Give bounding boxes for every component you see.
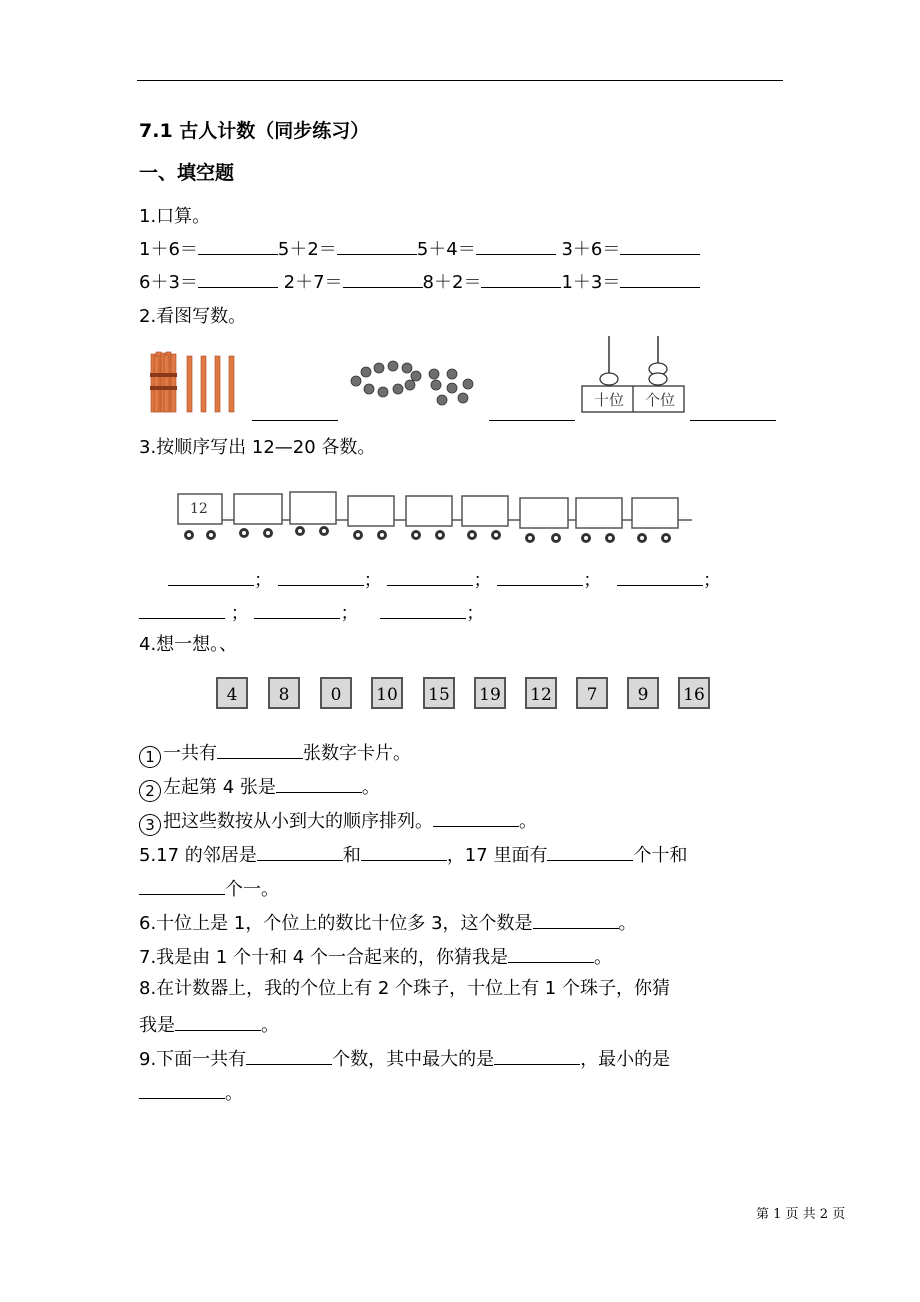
separator: ； (473, 570, 492, 591)
q4-title: 4.想一想。、 (139, 634, 238, 655)
number-card: 15 (423, 677, 455, 709)
number-card: 7 (576, 677, 608, 709)
q9-line1 (139, 1046, 670, 1071)
q2-title: 2.看图写数。 (139, 306, 247, 327)
q5-text: 个一。 (225, 879, 279, 900)
separator: ； (230, 603, 249, 624)
answer-blank[interactable] (254, 600, 340, 619)
answer-blank[interactable] (246, 1046, 332, 1065)
q3-row2 (139, 600, 484, 625)
q4-sub2-suffix: 。 (361, 777, 380, 798)
q9-text: 。 (225, 1083, 243, 1104)
q4-sub1-text: 一共有 (163, 743, 217, 764)
abacus-ones-label: 个位 (644, 391, 675, 409)
q7-line (139, 944, 612, 969)
q1-expr: 3＋6＝ (561, 239, 621, 260)
separator: ； (583, 570, 602, 591)
circled-number: 1 (139, 746, 161, 768)
answer-blank[interactable] (620, 236, 700, 255)
answer-blank[interactable] (494, 1046, 580, 1065)
first-car-number: 12 (190, 501, 208, 517)
q2-blank-2[interactable] (489, 402, 575, 421)
answer-blank[interactable] (343, 269, 423, 288)
q5-line1 (139, 842, 687, 867)
section-title: 一、填空题 (139, 162, 235, 184)
dots-figure (348, 360, 478, 410)
number-card: 19 (474, 677, 506, 709)
q1-expr: 5＋2＝ (277, 239, 337, 260)
answer-blank[interactable] (533, 910, 619, 929)
q5-text: ，17 里面有 (446, 845, 548, 866)
separator: ； (363, 570, 382, 591)
q1-row2 (139, 269, 700, 294)
answer-blank[interactable] (175, 1012, 261, 1031)
answer-blank[interactable] (361, 842, 447, 861)
worksheet-title: 7.1 古人计数（同步练习） (139, 120, 370, 142)
answer-blank[interactable] (139, 876, 225, 895)
q4-sub1-suffix: 张数字卡片。 (303, 743, 411, 764)
answer-blank[interactable] (380, 600, 466, 619)
circled-number: 3 (139, 814, 161, 836)
q8-line2 (139, 1012, 279, 1037)
q4-sub2 (139, 774, 380, 802)
answer-blank[interactable] (257, 842, 343, 861)
q7-text: 7.我是由 1 个十和 4 个一合起来的，你猜我是 (139, 947, 508, 968)
number-card: 4 (216, 677, 248, 709)
answer-blank[interactable] (217, 740, 303, 759)
q5-text: 和 (342, 845, 361, 866)
q8-text: 。 (261, 1015, 279, 1036)
q4-sub3 (139, 808, 537, 836)
answer-blank[interactable] (337, 236, 417, 255)
q2-blank-3[interactable] (690, 402, 776, 421)
q9-text: 个数，其中最大的是 (332, 1049, 495, 1070)
circled-number: 2 (139, 780, 161, 802)
answer-blank[interactable] (617, 567, 703, 586)
q6-text: 6.十位上是 1，个位上的数比十位多 3，这个数是 (139, 913, 533, 934)
q7-text: 。 (593, 947, 612, 968)
q5-text: 个十和 (633, 845, 688, 866)
answer-blank[interactable] (278, 567, 364, 586)
number-card: 10 (371, 677, 403, 709)
header-rule (137, 80, 783, 81)
q9-text: ，最小的是 (580, 1049, 671, 1070)
q1-title: 1.口算。 (139, 206, 211, 227)
number-card: 8 (268, 677, 300, 709)
q5-text: 5.17 的邻居是 (139, 845, 257, 866)
answer-blank[interactable] (198, 236, 278, 255)
q1-row1 (139, 236, 700, 261)
q1-expr: 2＋7＝ (283, 272, 343, 293)
answer-blank[interactable] (433, 808, 519, 827)
q8-text: 8.在计数器上，我的个位上有 2 个珠子，十位上有 1 个珠子，你猜 (139, 978, 670, 999)
q6-line (139, 910, 637, 935)
q4-sub3-suffix: 。 (519, 811, 537, 832)
answer-blank[interactable] (139, 600, 225, 619)
answer-blank[interactable] (168, 567, 254, 586)
q2-blank-1[interactable] (252, 402, 338, 421)
separator: ； (466, 603, 485, 624)
q1-expr: 1＋3＝ (561, 272, 621, 293)
answer-blank[interactable] (508, 944, 594, 963)
answer-blank[interactable] (476, 236, 556, 255)
q8-line1 (139, 978, 670, 1000)
q5-line2 (139, 876, 279, 901)
answer-blank[interactable] (497, 567, 583, 586)
q1-expr: 6＋3＝ (139, 272, 198, 293)
number-card: 12 (525, 677, 557, 709)
separator: ； (340, 603, 359, 624)
q1-expr: 1＋6＝ (139, 239, 198, 260)
page-footer: 第 1 页 共 2 页 (756, 1207, 846, 1222)
q1-expr: 8＋2＝ (422, 272, 482, 293)
q8-text: 我是 (139, 1015, 175, 1036)
number-card: 0 (320, 677, 352, 709)
separator: ； (702, 570, 721, 591)
train-figure (172, 488, 694, 546)
q4-sub2-text: 左起第 4 张是 (163, 777, 276, 798)
number-card: 16 (678, 677, 710, 709)
q1-expr: 5＋4＝ (416, 239, 476, 260)
q4-sub3-text: 把这些数按从小到大的顺序排列。 (163, 811, 433, 832)
abacus-tens-label: 十位 (593, 391, 624, 409)
q9-line2 (139, 1080, 243, 1105)
answer-blank[interactable] (547, 842, 633, 861)
answer-blank[interactable] (481, 269, 561, 288)
answer-blank[interactable] (620, 269, 700, 288)
answer-blank[interactable] (139, 1080, 225, 1099)
q4-sub1 (139, 740, 411, 768)
q6-text: 。 (618, 913, 637, 934)
sticks-figure (145, 348, 245, 414)
separator: ； (254, 570, 272, 591)
answer-blank[interactable] (276, 774, 362, 793)
q3-row1 (168, 567, 721, 592)
q9-text: 9.下面一共有 (139, 1049, 247, 1070)
q3-title: 3.按顺序写出 12—20 各数。 (139, 437, 376, 458)
answer-blank[interactable] (198, 269, 278, 288)
answer-blank[interactable] (387, 567, 473, 586)
number-card: 9 (627, 677, 659, 709)
